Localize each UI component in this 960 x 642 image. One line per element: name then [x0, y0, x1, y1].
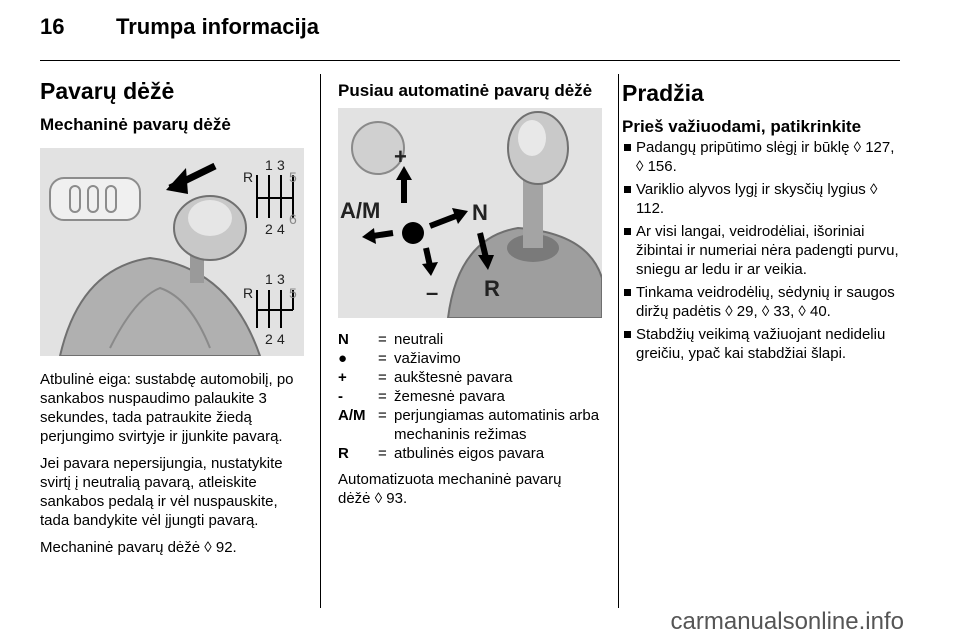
- watermark: carmanualsonline.info: [670, 608, 904, 635]
- legend-key: ●: [338, 350, 348, 367]
- fig-label: 5: [289, 169, 297, 185]
- fig-label: 3: [277, 271, 285, 287]
- legend-text: neutrali: [394, 331, 444, 348]
- list-item: Padangų pripūtimo slėgį ir būklę ◊ 127, ◊ 156.: [622, 138, 904, 176]
- automated-gearbox-reference: Automatizuota mechaninė pavarų dėžė ◊ 93.: [338, 471, 562, 507]
- reverse-label: R: [484, 276, 500, 301]
- list-item: Variklio alyvos lygį ir skysčių lygius ◊ 112.: [622, 180, 904, 218]
- legend-eq: =: [378, 445, 387, 462]
- checklist: [622, 138, 904, 363]
- legend-eq: =: [378, 350, 387, 367]
- legend-row: [338, 330, 608, 349]
- fig-label: 3: [277, 157, 285, 173]
- column-start: [622, 78, 904, 367]
- fig-label: 2: [265, 331, 273, 347]
- legend-key: N: [338, 331, 349, 348]
- fig-label: 4: [277, 221, 285, 237]
- fig-label: R: [243, 285, 254, 301]
- bullet-square-icon: [624, 228, 631, 235]
- legend-row: [338, 387, 608, 406]
- column-manual-gearbox: [40, 78, 304, 556]
- drive-position-dot: [402, 222, 424, 244]
- legend-eq: =: [378, 407, 387, 424]
- column-semi-automatic: [338, 78, 608, 507]
- legend-key: A/M: [338, 407, 366, 424]
- bullet-square-icon: [624, 331, 631, 338]
- legend-row: [338, 444, 608, 463]
- page-title: Trumpa informacija: [116, 14, 319, 39]
- column-divider-2: [618, 74, 619, 608]
- header-rule: [40, 60, 900, 61]
- manual-gearbox-reference: Mechaninė pavarų dėžė ◊ 92.: [40, 539, 237, 556]
- page-header: [40, 14, 319, 40]
- legend-text: žemesnė pavara: [394, 388, 505, 405]
- am-label: A/M: [340, 198, 381, 223]
- legend-key: -: [338, 388, 343, 405]
- bullet-square-icon: [624, 289, 631, 296]
- legend-text: atbulinės eigos pavara: [394, 445, 545, 462]
- legend-eq: =: [378, 369, 387, 386]
- column-divider-1: [320, 74, 321, 608]
- legend-text: perjungiamas automatinis arba mechaninis režimas: [394, 407, 600, 443]
- list-item: Ar visi langai, veidrodėliai, išoriniai žibintai ir numeriai nėra padengti purvu, sniegu ar ledu ir ar veikia.: [622, 222, 904, 279]
- manual-gearbox-figure: [40, 148, 304, 356]
- fig-label: R: [243, 169, 254, 185]
- legend-row: [338, 349, 608, 368]
- legend-eq: =: [378, 388, 387, 405]
- bullet-square-icon: [624, 186, 631, 193]
- gear-not-engaging-paragraph: Jei pavara nepersijungia, nustatykite svirtį į neutralią pavarą, atleiskite sankabos pedalą ir vėl nuspauskite, tada bandykite vėl įjungti pavarą.: [40, 455, 283, 529]
- subtitle-semi-automatic: Pusiau automatinė pavarų dėžė: [338, 81, 593, 100]
- plus-label: +: [394, 144, 407, 169]
- minus-label: –: [426, 280, 439, 305]
- list-item: Stabdžių veikimą važiuojant nedideliu greičiu, ypač kai stabdžiai šlapi.: [622, 325, 904, 363]
- subtitle-manual-gearbox: Mechaninė pavarų dėžė: [40, 115, 231, 134]
- list-item: Tinkama veidrodėlių, sėdynių ir saugos diržų padėtis ◊ 29, ◊ 33, ◊ 40.: [622, 283, 904, 321]
- section-title-start: Pradžia: [622, 80, 704, 106]
- page-number: 16: [40, 14, 65, 39]
- legend-eq: =: [378, 331, 387, 348]
- semi-automatic-figure: [338, 108, 602, 318]
- fig-label: 5: [289, 285, 297, 301]
- bullet-square-icon: [624, 144, 631, 151]
- semi-auto-shifter-illustration: [338, 108, 602, 318]
- fig-label: 2: [265, 221, 273, 237]
- legend-row: [338, 368, 608, 387]
- neutral-label: N: [472, 200, 488, 225]
- legend-row: [338, 406, 608, 444]
- subtitle-check-before-driving: Prieš važiuodami, patikrinkite: [622, 117, 862, 136]
- legend-text: važiavimo: [394, 350, 461, 367]
- legend-key: +: [338, 369, 347, 386]
- fig-label: 4: [277, 331, 285, 347]
- fig-label: 1: [265, 157, 273, 173]
- fig-label: 6: [289, 211, 297, 227]
- reverse-gear-paragraph: Atbulinė eiga: sustabdę automobilį, po sankabos nuspaudimo palaukite 3 sekundes, tada patraukite žiedą perjungimo svirtyje ir įjunkite pavarą.: [40, 371, 294, 445]
- section-title-gearbox: Pavarų dėžė: [40, 78, 175, 104]
- shift-legend-table: [338, 330, 608, 463]
- legend-key: R: [338, 445, 349, 462]
- fig-label: 1: [265, 271, 273, 287]
- legend-text: aukštesnė pavara: [394, 369, 513, 386]
- manual-shifter-illustration: [40, 148, 304, 356]
